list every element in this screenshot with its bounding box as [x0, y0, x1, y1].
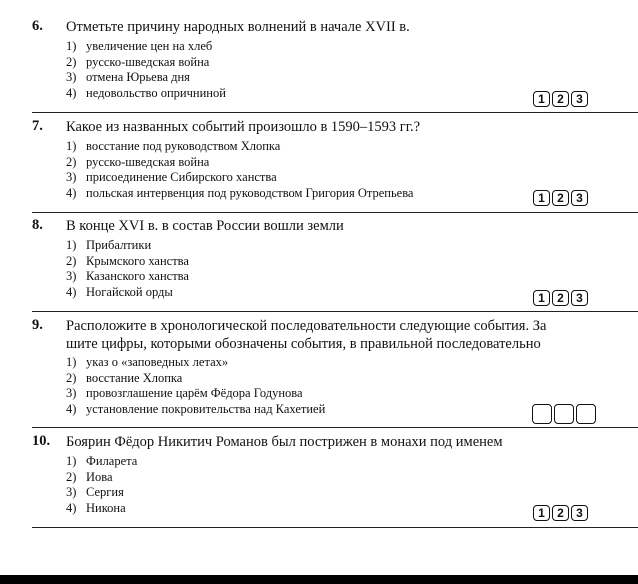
- option-4[interactable]: 4) недовольство опричниной: [66, 85, 226, 100]
- answer-entry-box-3[interactable]: [576, 404, 596, 424]
- option-1: 1) указ о «заповедных летах»: [66, 355, 229, 369]
- answer-box-2[interactable]: 2: [552, 190, 569, 206]
- question-7: [32, 118, 638, 212]
- option-1[interactable]: 1) восстание под руководством Хлопка: [66, 139, 281, 153]
- answer-entry-box-1[interactable]: [532, 404, 552, 424]
- answer-boxes: [533, 290, 588, 306]
- question-text: Отметьте причину народных волнений в начале XVII в.: [66, 19, 410, 35]
- question-8: [32, 217, 638, 311]
- question-text: Боярин Фёдор Никитич Романов был пострижен в монахи под именем: [66, 434, 503, 450]
- answer-box-2[interactable]: 2: [552, 91, 569, 107]
- question-6: [32, 18, 638, 112]
- answer-options: [66, 139, 413, 201]
- answer-box-1[interactable]: 1: [533, 190, 550, 206]
- answer-box-2[interactable]: 2: [552, 290, 569, 306]
- answer-entry-box-2[interactable]: [554, 404, 574, 424]
- answer-box-1[interactable]: 1: [533, 505, 550, 521]
- option-3: 3) провозглашение царём Фёдора Годунова: [66, 386, 303, 400]
- option-2[interactable]: 2) русско-шведская война: [66, 54, 210, 69]
- divider: [32, 112, 638, 113]
- question-number: 6.: [32, 18, 43, 34]
- option-3[interactable]: 3) Казанского ханства: [66, 269, 189, 283]
- answer-box-2[interactable]: 2: [552, 505, 569, 521]
- divider: [32, 427, 638, 428]
- option-2[interactable]: 2) Крымского ханства: [66, 253, 189, 268]
- option-2[interactable]: 2) русско-шведская война: [66, 154, 210, 169]
- option-1[interactable]: 1) увеличение цен на хлеб: [66, 39, 213, 53]
- answer-box-3[interactable]: 3: [571, 190, 588, 206]
- option-2[interactable]: 2) Иова: [66, 469, 113, 484]
- option-1[interactable]: 1) Прибалтики: [66, 238, 152, 252]
- option-1[interactable]: 1) Филарета: [66, 454, 138, 468]
- question-number: 7.: [32, 118, 43, 134]
- option-2: 2) восстание Хлопка: [66, 370, 183, 385]
- option-3[interactable]: 3) отмена Юрьева дня: [66, 70, 190, 84]
- option-4[interactable]: 4) польская интервенция под руководством Григория Отрепьева: [66, 185, 414, 200]
- scan-bottom-edge: [0, 575, 638, 584]
- answer-options: [66, 454, 137, 516]
- divider: [32, 311, 638, 312]
- question-number: 9.: [32, 317, 43, 333]
- question-text: Расположите в хронологической последовательности следующие события. За шите цифры, которыми обозначены события, в правильной последовательно: [66, 318, 547, 352]
- answer-box-1[interactable]: 1: [533, 290, 550, 306]
- answer-boxes: [533, 505, 588, 521]
- answer-box-3[interactable]: 3: [571, 91, 588, 107]
- divider: [32, 527, 638, 528]
- answer-box-1[interactable]: 1: [533, 91, 550, 107]
- answer-boxes: [533, 91, 588, 107]
- question-text: В конце XVI в. в состав России вошли земли: [66, 218, 344, 234]
- option-4[interactable]: 4) Никона: [66, 500, 126, 515]
- answer-options: [66, 238, 189, 300]
- answer-entry-boxes: [532, 404, 596, 424]
- option-3[interactable]: 3) Сергия: [66, 485, 124, 499]
- answer-box-3[interactable]: 3: [571, 505, 588, 521]
- answer-box-3[interactable]: 3: [571, 290, 588, 306]
- answer-options: [66, 355, 325, 417]
- question-10: [32, 433, 638, 527]
- divider: [32, 212, 638, 213]
- option-4: 4) установление покровительства над Кахетией: [66, 401, 326, 416]
- question-text: Какое из названных событий произошло в 1590–1593 гг.?: [66, 119, 421, 135]
- question-9: [32, 317, 638, 427]
- question-number: 10.: [32, 433, 51, 449]
- option-4[interactable]: 4) Ногайской орды: [66, 284, 173, 299]
- answer-boxes: [533, 190, 588, 206]
- question-number: 8.: [32, 217, 43, 233]
- option-3[interactable]: 3) присоединение Сибирского ханства: [66, 170, 277, 184]
- answer-options: [66, 39, 226, 101]
